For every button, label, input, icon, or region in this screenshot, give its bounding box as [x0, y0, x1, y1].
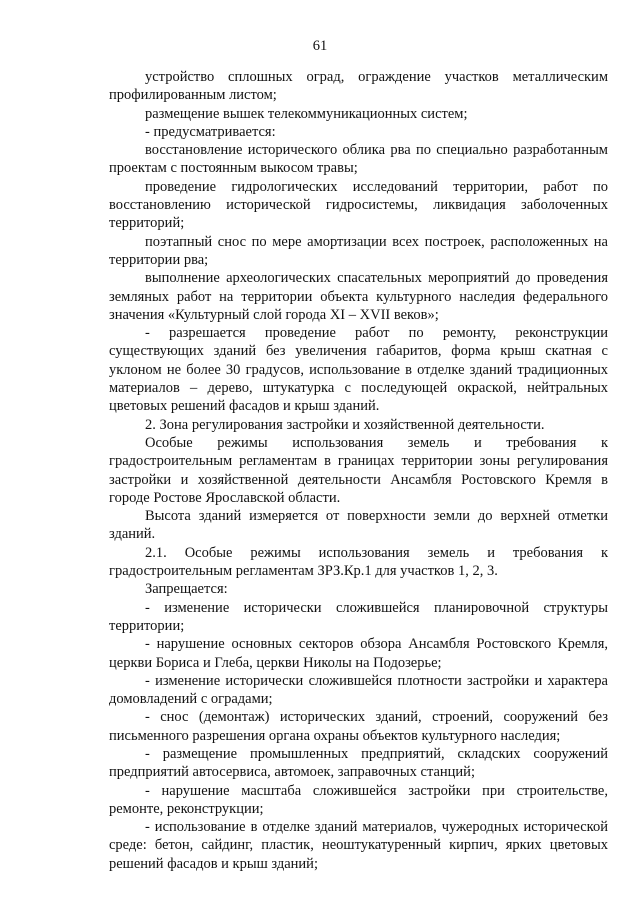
- paragraph-provided-heading: - предусматривается:: [145, 123, 276, 140]
- paragraph-fences: устройство сплошных оград, ограждение участков металлическим профилированным листом;: [109, 69, 608, 104]
- paragraph-hydrology: проведение гидрологических исследований территории, работ по восстановлению исторической гидросистемы, ликвидация заболоченных территорий;: [109, 178, 608, 232]
- list-item-view-sectors: - нарушение основных секторов обзора Ансамбля Ростовского Кремля, церкви Бориса и Глеба, церкви Николы на Подозерье;: [109, 636, 608, 671]
- paragraph-archaeology: выполнение археологических спасательных мероприятий до проведения земляных работ на территории объекта культурного наследия федерального значения «Культурный слой города XI – XVII веков»;: [109, 270, 608, 323]
- paragraph-demolition-moat: поэтапный снос по мере амортизации всех построек, расположенных на территории рва;: [109, 233, 608, 268]
- document-body: [109, 68, 608, 873]
- page-number: 61: [312, 38, 328, 54]
- paragraph-prohibited-heading: Запрещается:: [145, 581, 228, 598]
- list-item-planning-structure: - изменение исторически сложившейся планировочной структуры территории;: [109, 599, 608, 634]
- section-heading-2-1: 2.1. Особые режимы использования земель и требования к градостроительным регламентам ЗРЗ.Кр.1 для участков 1, 2, 3.: [109, 544, 608, 580]
- paragraph-permitted-repairs: - разрешается проведение работ по ремонту, реконструкции существующих зданий без увеличения габаритов, форма крыш скатная с уклоном не более 30 градусов, использование в отделке зданий традиционных материалов – дерево, штукатурка с последующей окраской, нейтральных цветовых решений фасадов и крыш зданий.: [109, 325, 608, 415]
- paragraph-moat-restoration: восстановление исторического облика рва по специально разработанным проектам с постоянным выкосом травы;: [109, 142, 608, 177]
- paragraph-building-height: Высота зданий измеряется от поверхности земли до верхней отметки зданий.: [109, 508, 608, 543]
- list-item-demolition: - снос (демонтаж) исторических зданий, строений, сооружений без письменного разрешения органа охраны объектов культурного наследия;: [109, 709, 608, 744]
- list-item-materials: - использование в отделке зданий материалов, чужеродных исторической среде: бетон, сайдинг, пластик, неоштукатуренный кирпич, ярких цветовых решений фасадов и крыш зданий;: [109, 819, 608, 872]
- section-heading-zone-2: 2. Зона регулирования застройки и хозяйственной деятельности.: [145, 416, 545, 433]
- paragraph-special-regimes: Особые режимы использования земель и требования к градостроительным регламентам в границах территории зоны регулирования застройки и хозяйственной деятельности Ансамбля Ростовского Кремля в городе Ростове Ярославской области.: [109, 434, 608, 506]
- list-item-scale: - нарушение масштаба сложившейся застройки при строительстве, ремонте, реконструкции;: [109, 782, 608, 817]
- paragraph-telecom-towers: размещение вышек телекоммуникационных систем;: [145, 105, 468, 122]
- list-item-industrial: - размещение промышленных предприятий, складских сооружений предприятий автосервиса, автомоек, заправочных станций;: [109, 745, 608, 781]
- list-item-density: - изменение исторически сложившейся плотности застройки и характера домовладений с оградами;: [109, 672, 608, 708]
